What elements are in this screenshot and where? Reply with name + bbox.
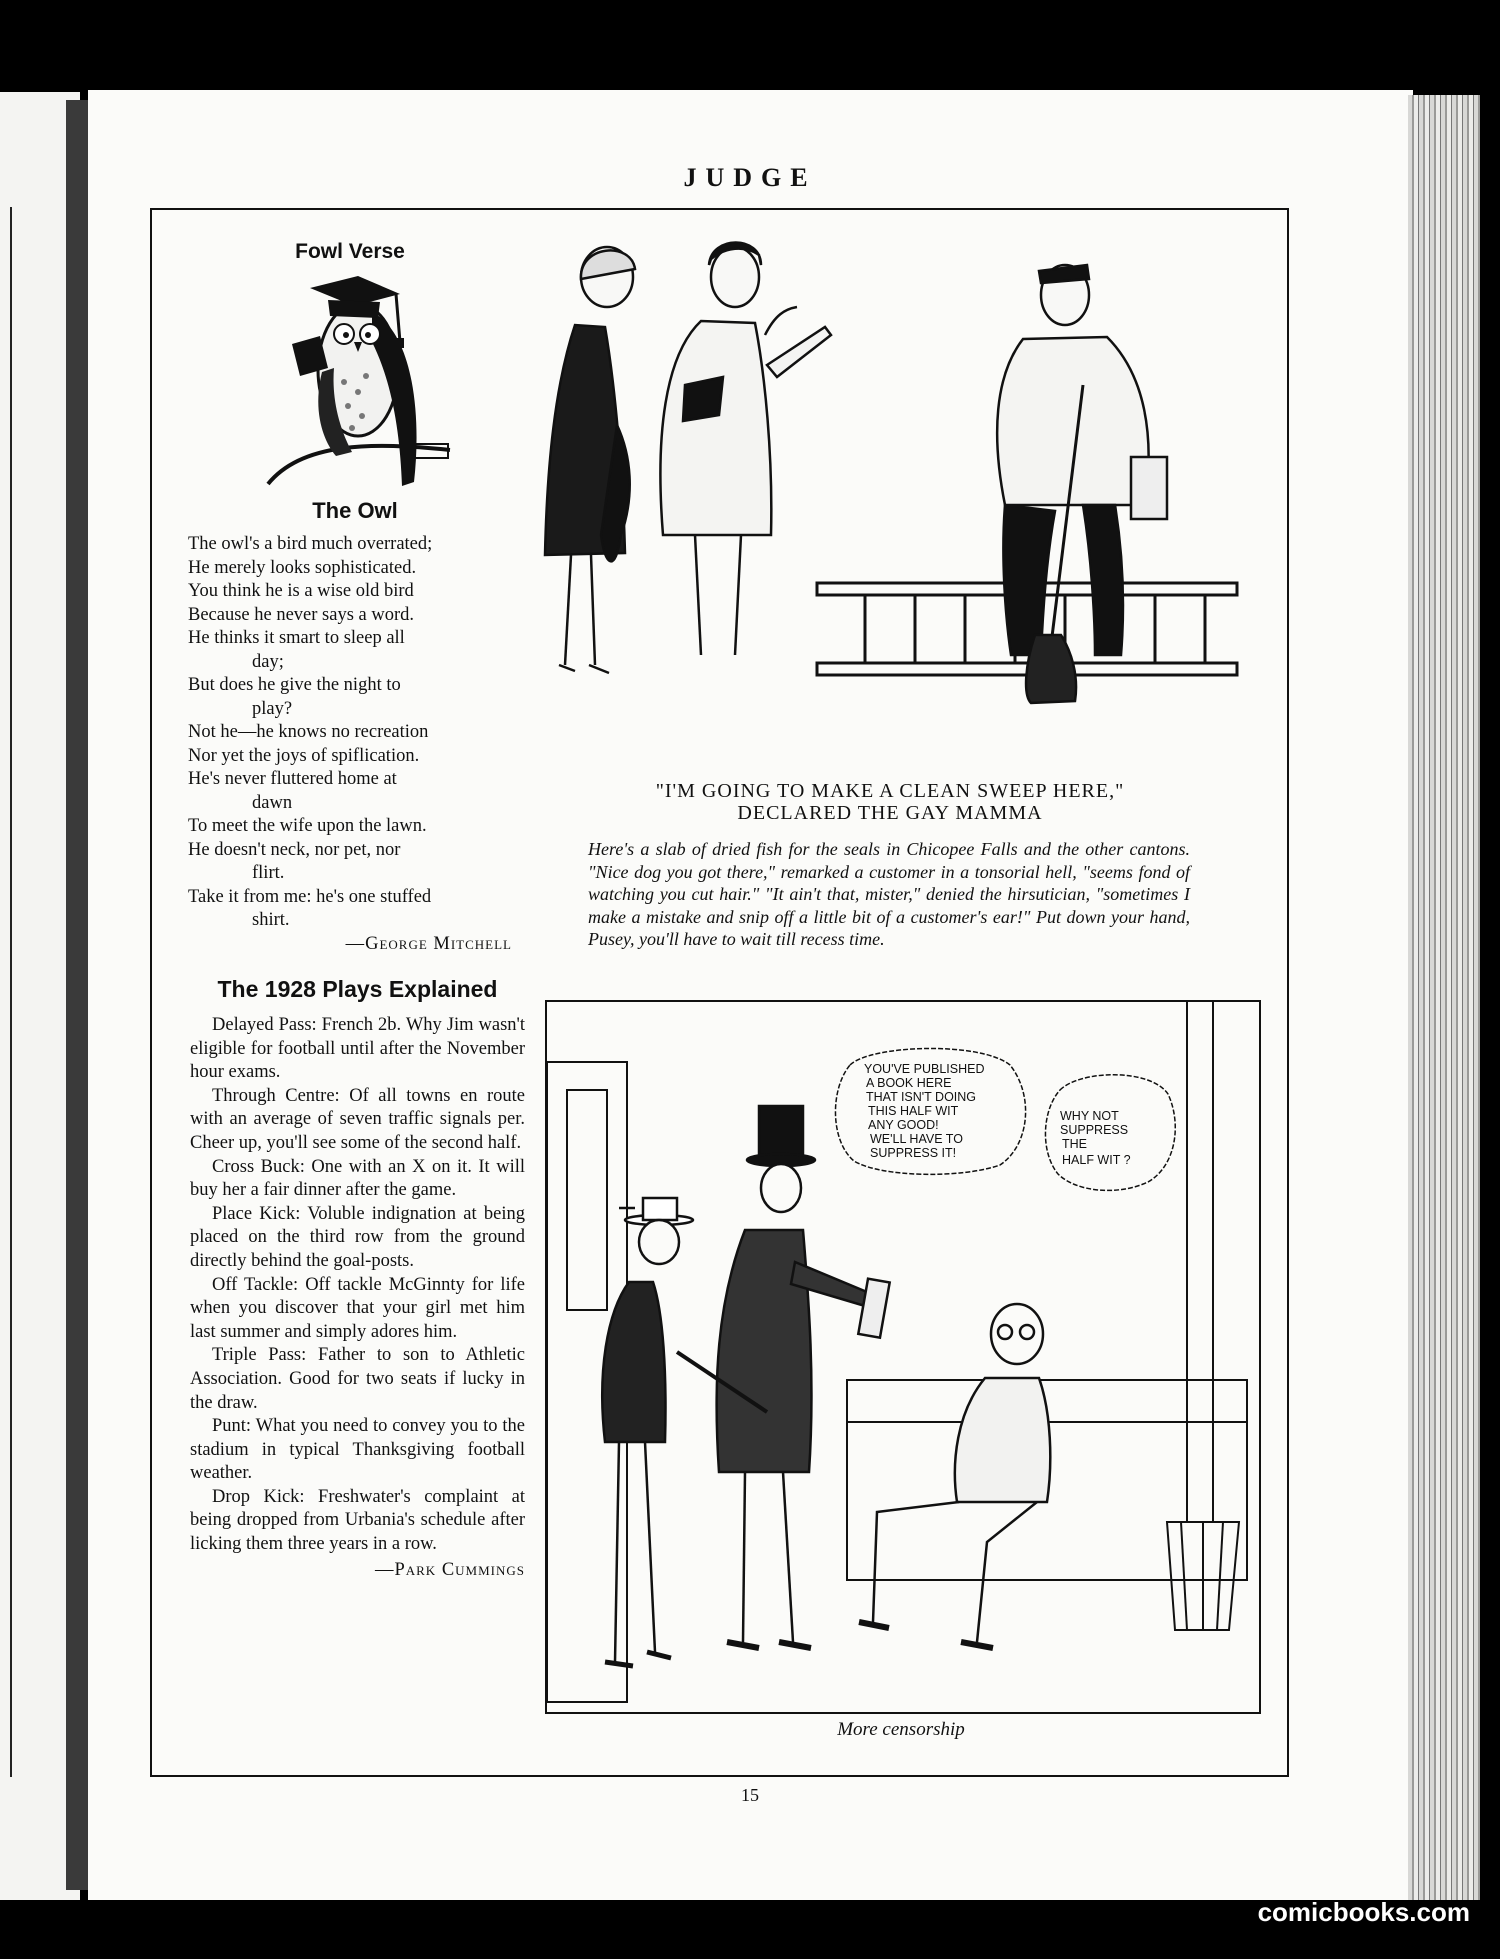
poem-line: Take it from me: he's one stuffed: [188, 886, 432, 907]
balloon-line: HALF WIT ?: [1062, 1153, 1131, 1167]
poem-title: The Owl: [312, 498, 398, 523]
poem-line: play?: [252, 698, 293, 719]
young-man: [602, 1198, 693, 1666]
woman-center: [660, 243, 831, 656]
poem-line: flirt.: [252, 863, 285, 883]
speech-balloon-editor: [1040, 1070, 1180, 1200]
speech-balloon-publisher: [830, 1045, 1030, 1180]
balloon-line: SUPPRESS: [1060, 1123, 1129, 1137]
poem-line: Nor yet the joys of spiflication.: [188, 745, 420, 766]
poem-line: To meet the wife upon the lawn.: [188, 816, 427, 836]
plays-paragraph: Drop Kick: Freshwater's complaint at being dropped from Urbania's schedule after licking them three years in a row.: [190, 1486, 525, 1555]
balloon-line: A BOOK HERE: [866, 1076, 952, 1090]
page-number: 15: [741, 1785, 759, 1805]
poem-line: shirt.: [252, 910, 290, 930]
wastebasket: [1167, 1522, 1239, 1630]
balloon-line: WE'LL HAVE TO: [870, 1132, 963, 1146]
janitor: [997, 265, 1167, 703]
censorship-caption: More censorship: [837, 1719, 965, 1740]
balloon-line: ANY GOOD!: [868, 1118, 939, 1132]
caption-line: "I'M GOING TO MAKE A CLEAN SWEEP HERE,": [655, 780, 1125, 802]
poem-line: day;: [252, 651, 284, 672]
woman-left: [545, 247, 635, 673]
plays-paragraph: Triple Pass: Father to son to Athletic Association. Good for two seats if lucky in the draw.: [190, 1345, 525, 1413]
poem-line: You think he is a wise old bird: [188, 581, 414, 601]
poem-line: He doesn't neck, nor pet, nor: [188, 839, 401, 860]
plays-title: The 1928 Plays Explained: [217, 976, 498, 1002]
plays-paragraph: Place Kick: Voluble indignation at being placed on the third row from the ground directly behind the goal-posts.: [190, 1203, 525, 1271]
plays-text: [190, 1014, 525, 1582]
owl-poem: [188, 533, 518, 956]
poem-line: He merely looks sophisticated.: [188, 557, 417, 578]
poem-line: dawn: [252, 792, 293, 813]
joke-paragraph: Here's a slab of dried fish for the seals in Chicopee Falls and the other cantons. "Nice dog you got there," remarked a customer in a tonsorial hell, "seems fond of watching you cut hair." "It ain't that, mister," denied the hirsutician, "sometimes I make a mistake and snip off a little bit of a customer's ear!" Put down your hand, Pusey, you'll have to wait till recess time.: [588, 839, 1190, 950]
balloon-line: THAT ISN'T DOING: [866, 1090, 977, 1104]
clean-sweep-caption: [580, 780, 1200, 824]
plays-byline: —Park Cummings: [374, 1559, 525, 1580]
poem-line: The owl's a bird much overrated;: [188, 534, 433, 554]
poem-line: But does he give the night to: [188, 675, 401, 695]
poem-line: Because he never says a word.: [188, 604, 415, 625]
page-edges: [1408, 95, 1480, 1900]
plays-paragraph: Punt: What you need to convey you to the stadium in typical Thanksgiving football weather.: [190, 1416, 525, 1484]
plays-paragraph: Off Tackle: Off tackle McGinnty for life when you discover that your girl met him last summer and simply adores him.: [190, 1274, 525, 1342]
balloon-line: SUPPRESS IT!: [870, 1146, 957, 1160]
poem-line: Not he—he knows no recreation: [188, 722, 429, 742]
balloon-line: THE: [1062, 1137, 1087, 1151]
balloon-line: WHY NOT: [1060, 1109, 1119, 1123]
editor-seated: [859, 1304, 1050, 1648]
running-head: JUDGE: [683, 163, 817, 192]
fowl-verse-title: Fowl Verse: [295, 240, 405, 263]
clean-sweep-cartoon: [535, 235, 1265, 770]
poem-line: He's never fluttered home at: [188, 769, 397, 789]
balloon-line: YOU'VE PUBLISHED: [864, 1062, 985, 1076]
owl-illustration: [262, 272, 462, 492]
watermark: comicbooks.com: [1257, 1897, 1470, 1927]
poem-line: He thinks it smart to sleep all: [188, 628, 405, 648]
poem-byline: —George Mitchell: [345, 933, 512, 954]
plays-paragraph: Through Centre: Of all towns en route with an average of seven traffic signals per. Cheer up, you'll see some of the second half.: [190, 1085, 525, 1153]
plays-paragraph: Delayed Pass: French 2b. Why Jim wasn't eligible for football until after the November hour exams.: [190, 1015, 525, 1083]
left-page-rule: [10, 207, 12, 1777]
caption-line: DECLARED THE GAY MAMMA: [737, 802, 1043, 824]
plays-paragraph: Cross Buck: One with an X on it. It will buy her a fair dinner after the game.: [190, 1156, 525, 1201]
balloon-line: THIS HALF WIT: [868, 1104, 959, 1118]
